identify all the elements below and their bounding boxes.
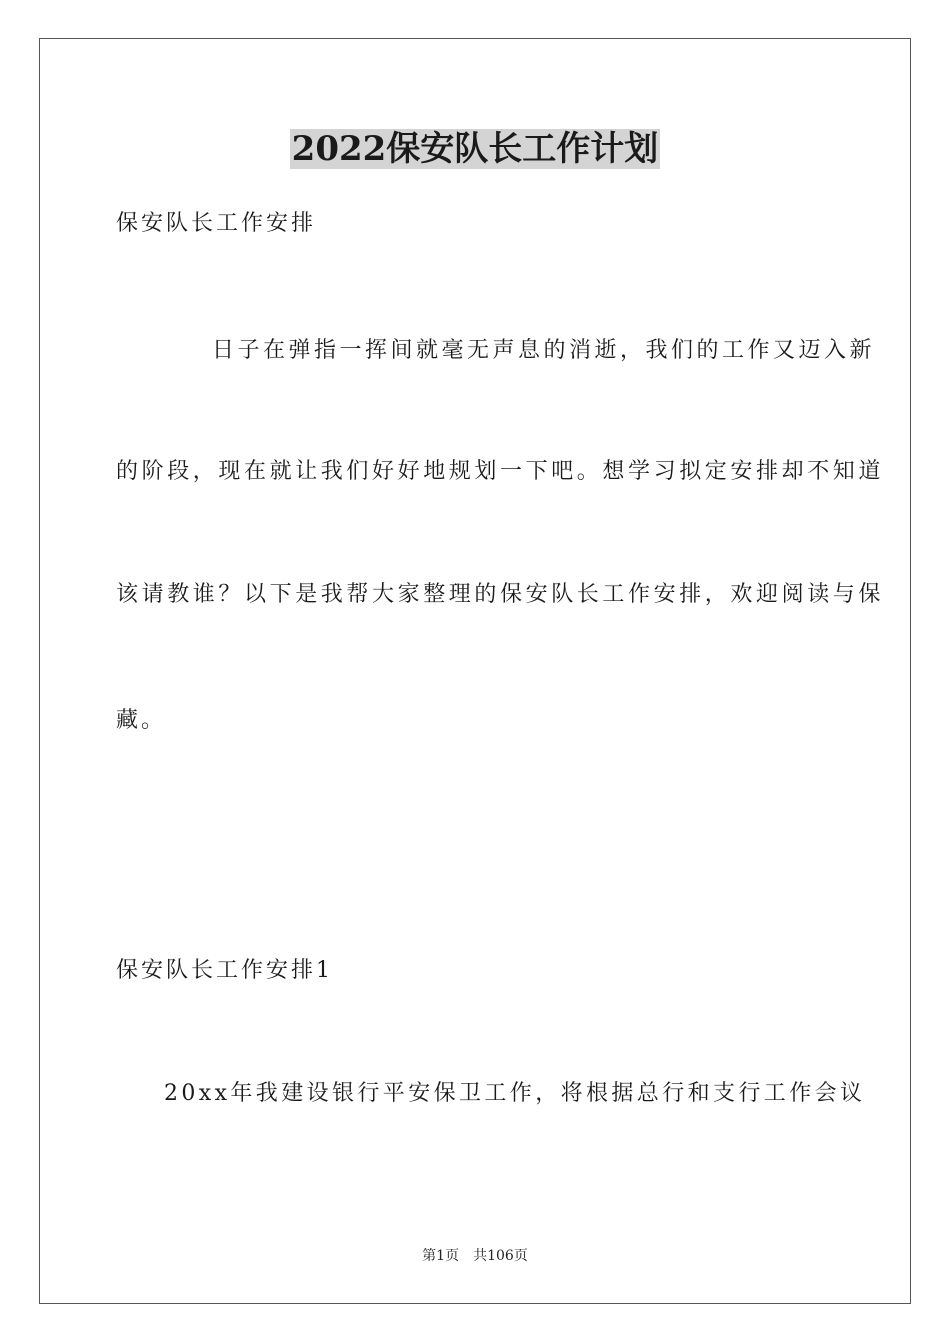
document-title-text: 2022保安队长工作计划 xyxy=(291,129,659,169)
paragraph-line: 日子在弹指一挥间就毫无声息的消逝，我们的工作又迈入新 xyxy=(212,338,876,363)
section-heading: 保安队长工作安排1 xyxy=(116,958,333,983)
paragraph-line: 藏。 xyxy=(116,708,167,733)
section-heading: 保安队长工作安排 xyxy=(116,211,317,236)
paragraph-line: 该请教谁？以下是我帮大家整理的保安队长工作安排，欢迎阅读与保 xyxy=(116,582,885,607)
document-title xyxy=(0,126,950,172)
paragraph-line: 20xx年我建设银行平安保卫工作，将根据总行和支行工作会议 xyxy=(164,1081,866,1106)
paragraph-line: 的阶段，现在就让我们好好地规划一下吧。想学习拟定安排却不知道 xyxy=(116,459,885,484)
page-number: 第1页 xyxy=(422,1248,460,1264)
page-total: 共106页 xyxy=(473,1248,528,1264)
page-footer xyxy=(0,1246,950,1266)
